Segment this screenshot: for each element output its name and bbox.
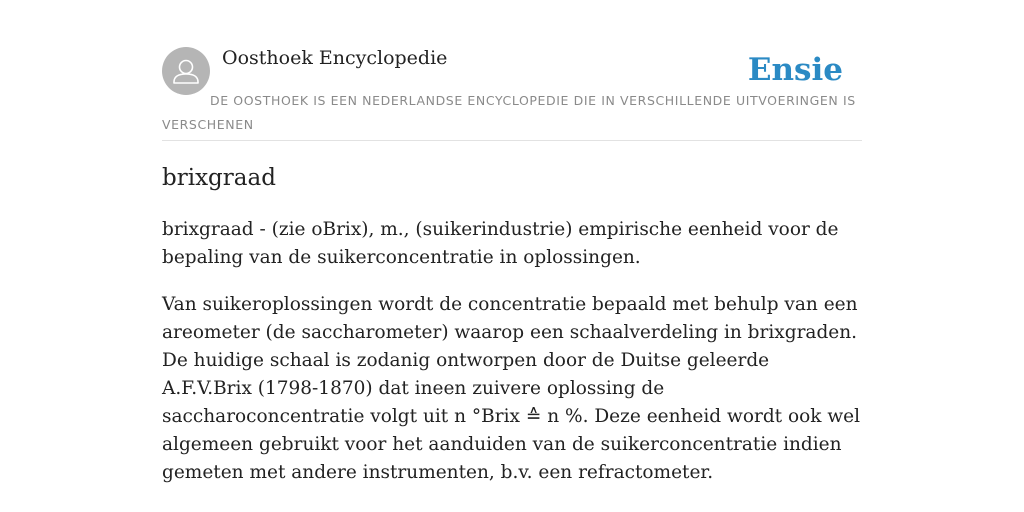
site-tagline: DE OOSTHOEK IS EEN NEDERLANDSE ENCYCLOPEDIE DIE IN VERSCHILLENDE UITVOERINGEN IS VERSCHENEN xyxy=(162,93,856,132)
article-paragraph-2: Van suikeroplossingen wordt de concentratie bepaald met behulp van een areometer (de saccharometer) waarop een schaalverdeling in brixgraden. De huidige schaal is zodanig ontworpen door de Duitse geleerde A.F.V.Brix (1798-1870) dat ineen zuivere oplossing de saccharoconcentratie volgt uit n °Brix ≙ n %. Deze eenheid wordt ook wel algemeen gebruikt voor het aanduiden van de suikerconcentratie indien gemeten met andere instrumenten, b.v. een refractometer. xyxy=(162,294,861,483)
page-container xyxy=(162,0,862,483)
brand-logo-link[interactable]: Ensie xyxy=(747,52,843,88)
person-outline-icon xyxy=(162,47,210,95)
article-title: brixgraad xyxy=(162,165,276,191)
site-header xyxy=(162,0,862,141)
user-avatar-icon[interactable] xyxy=(162,47,210,95)
site-name-link[interactable]: Oosthoek Encyclopedie xyxy=(222,47,448,69)
article-paragraph-1: brixgraad - (zie oBrix), m., (suikerindustrie) empirische eenheid voor de bepaling van de suikerconcentratie in oplossingen. xyxy=(162,219,839,268)
